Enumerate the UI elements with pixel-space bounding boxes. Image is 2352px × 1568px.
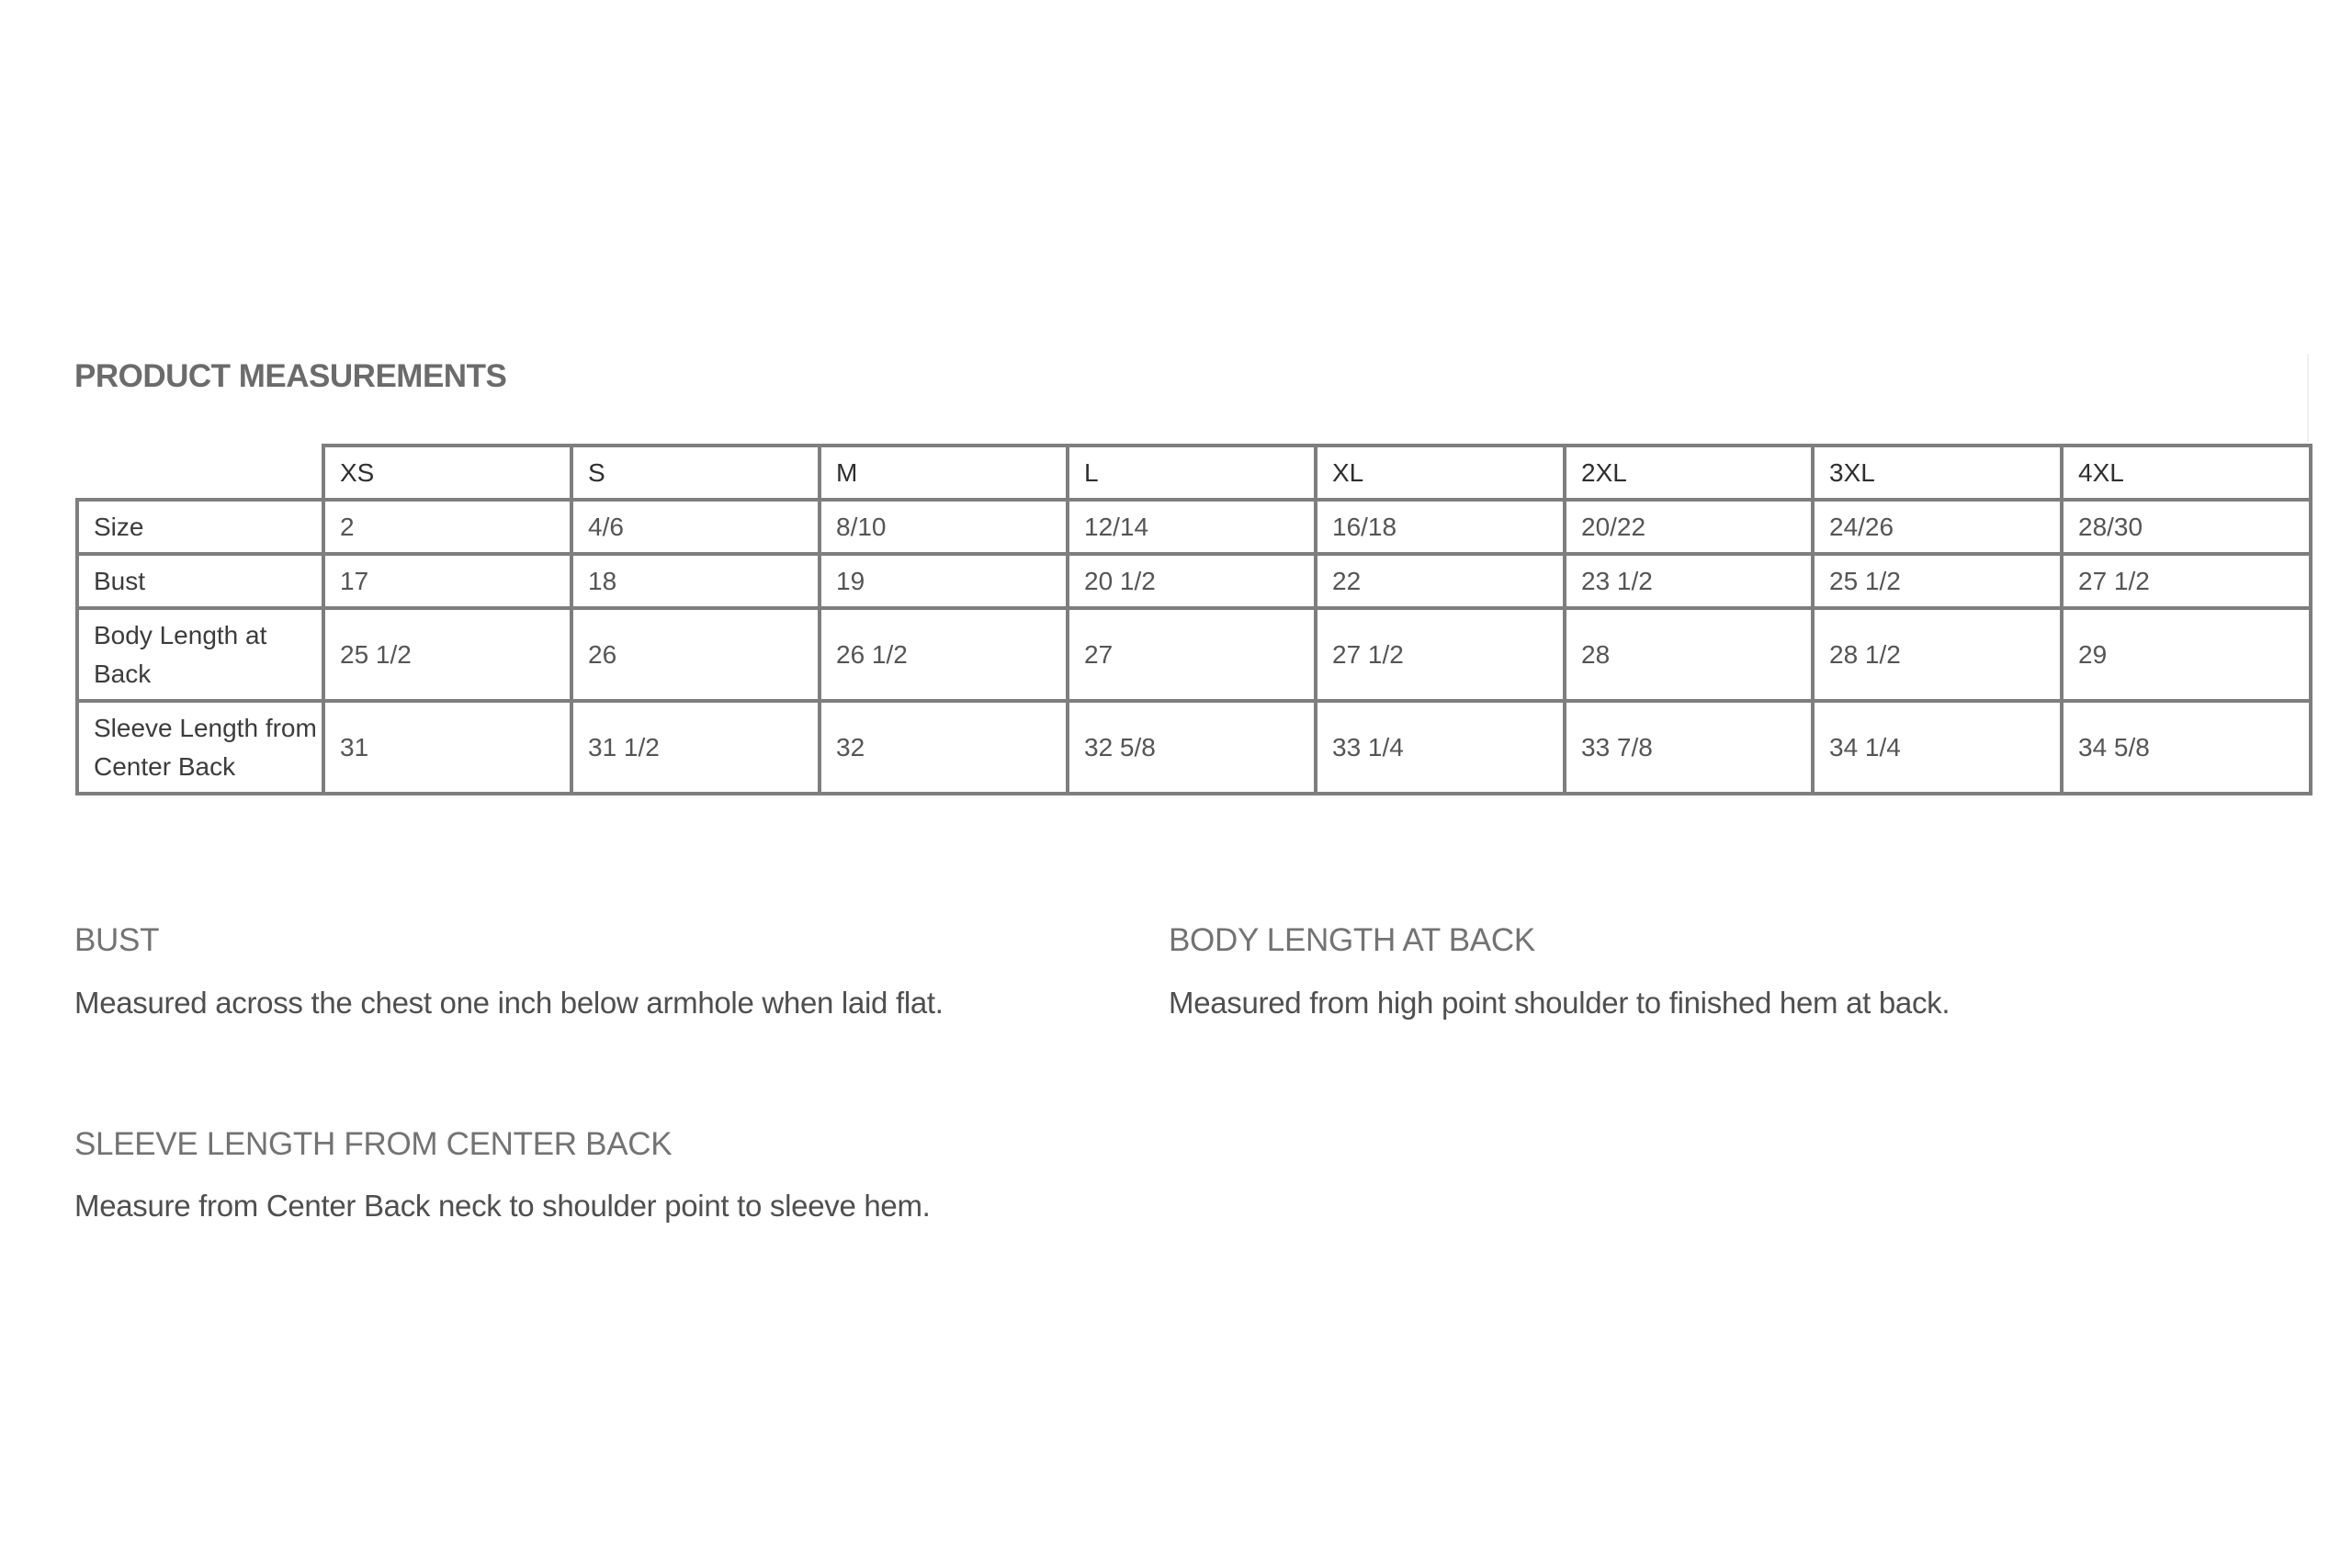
table-cell: 20 1/2: [1068, 554, 1316, 608]
row-label: Sleeve Length from Center Back: [77, 701, 323, 794]
row-label: Body Length at Back: [77, 608, 323, 701]
table-cell: 12/14: [1068, 500, 1316, 554]
sleeve-length-definition-title: SLEEVE LENGTH FROM CENTER BACK: [74, 1126, 673, 1162]
table-cell: 27 1/2: [1316, 608, 1565, 701]
page-title: PRODUCT MEASUREMENTS: [74, 358, 507, 394]
table-cell: 34 1/4: [1813, 701, 2062, 794]
row-label: Size: [77, 500, 323, 554]
bust-definition-title: BUST: [74, 922, 160, 958]
table-cell: 17: [323, 554, 571, 608]
table-cell: 33 7/8: [1565, 701, 1813, 794]
table-cell: 31: [323, 701, 571, 794]
table-cell: 27: [1068, 608, 1316, 701]
table-cell: 24/26: [1813, 500, 2062, 554]
table-cell: 33 1/4: [1316, 701, 1565, 794]
column-header: M: [820, 446, 1068, 500]
table-row: [77, 701, 2311, 794]
table-header-row: [77, 446, 2311, 500]
column-header: 3XL: [1813, 446, 2062, 500]
column-header: 2XL: [1565, 446, 1813, 500]
body-length-definition-text: Measured from high point shoulder to finished hem at back.: [1169, 986, 1951, 1020]
column-header: 4XL: [2062, 446, 2311, 500]
table-cell: 20/22: [1565, 500, 1813, 554]
table-cell: 26 1/2: [820, 608, 1068, 701]
table-cell: 31 1/2: [571, 701, 820, 794]
table-cell: 34 5/8: [2062, 701, 2311, 794]
row-label: Bust: [77, 554, 323, 608]
column-header: L: [1068, 446, 1316, 500]
table-cell: 28 1/2: [1813, 608, 2062, 701]
body-length-definition-title: BODY LENGTH AT BACK: [1169, 922, 1535, 958]
sleeve-length-definition-text: Measure from Center Back neck to shoulder point to sleeve hem.: [74, 1189, 931, 1223]
table-corner-cell: [77, 446, 323, 500]
table-cell: 23 1/2: [1565, 554, 1813, 608]
table-cell: 25 1/2: [1813, 554, 2062, 608]
table-cell: 25 1/2: [323, 608, 571, 701]
table-cell: 18: [571, 554, 820, 608]
divider: [2307, 354, 2309, 442]
table-cell: 32: [820, 701, 1068, 794]
table-row: [77, 608, 2311, 701]
table-cell: 29: [2062, 608, 2311, 701]
column-header: XL: [1316, 446, 1565, 500]
measurements-table: [75, 444, 2312, 795]
table-cell: 28: [1565, 608, 1813, 701]
table-cell: 28/30: [2062, 500, 2311, 554]
bust-definition-text: Measured across the chest one inch below armhole when laid flat.: [74, 986, 944, 1020]
table-cell: 8/10: [820, 500, 1068, 554]
table-row: [77, 500, 2311, 554]
table-cell: 27 1/2: [2062, 554, 2311, 608]
table-row: [77, 554, 2311, 608]
column-header: S: [571, 446, 820, 500]
table-cell: 16/18: [1316, 500, 1565, 554]
table-cell: 19: [820, 554, 1068, 608]
table-cell: 4/6: [571, 500, 820, 554]
table-cell: 22: [1316, 554, 1565, 608]
column-header: XS: [323, 446, 571, 500]
table-cell: 2: [323, 500, 571, 554]
table-cell: 26: [571, 608, 820, 701]
table-cell: 32 5/8: [1068, 701, 1316, 794]
